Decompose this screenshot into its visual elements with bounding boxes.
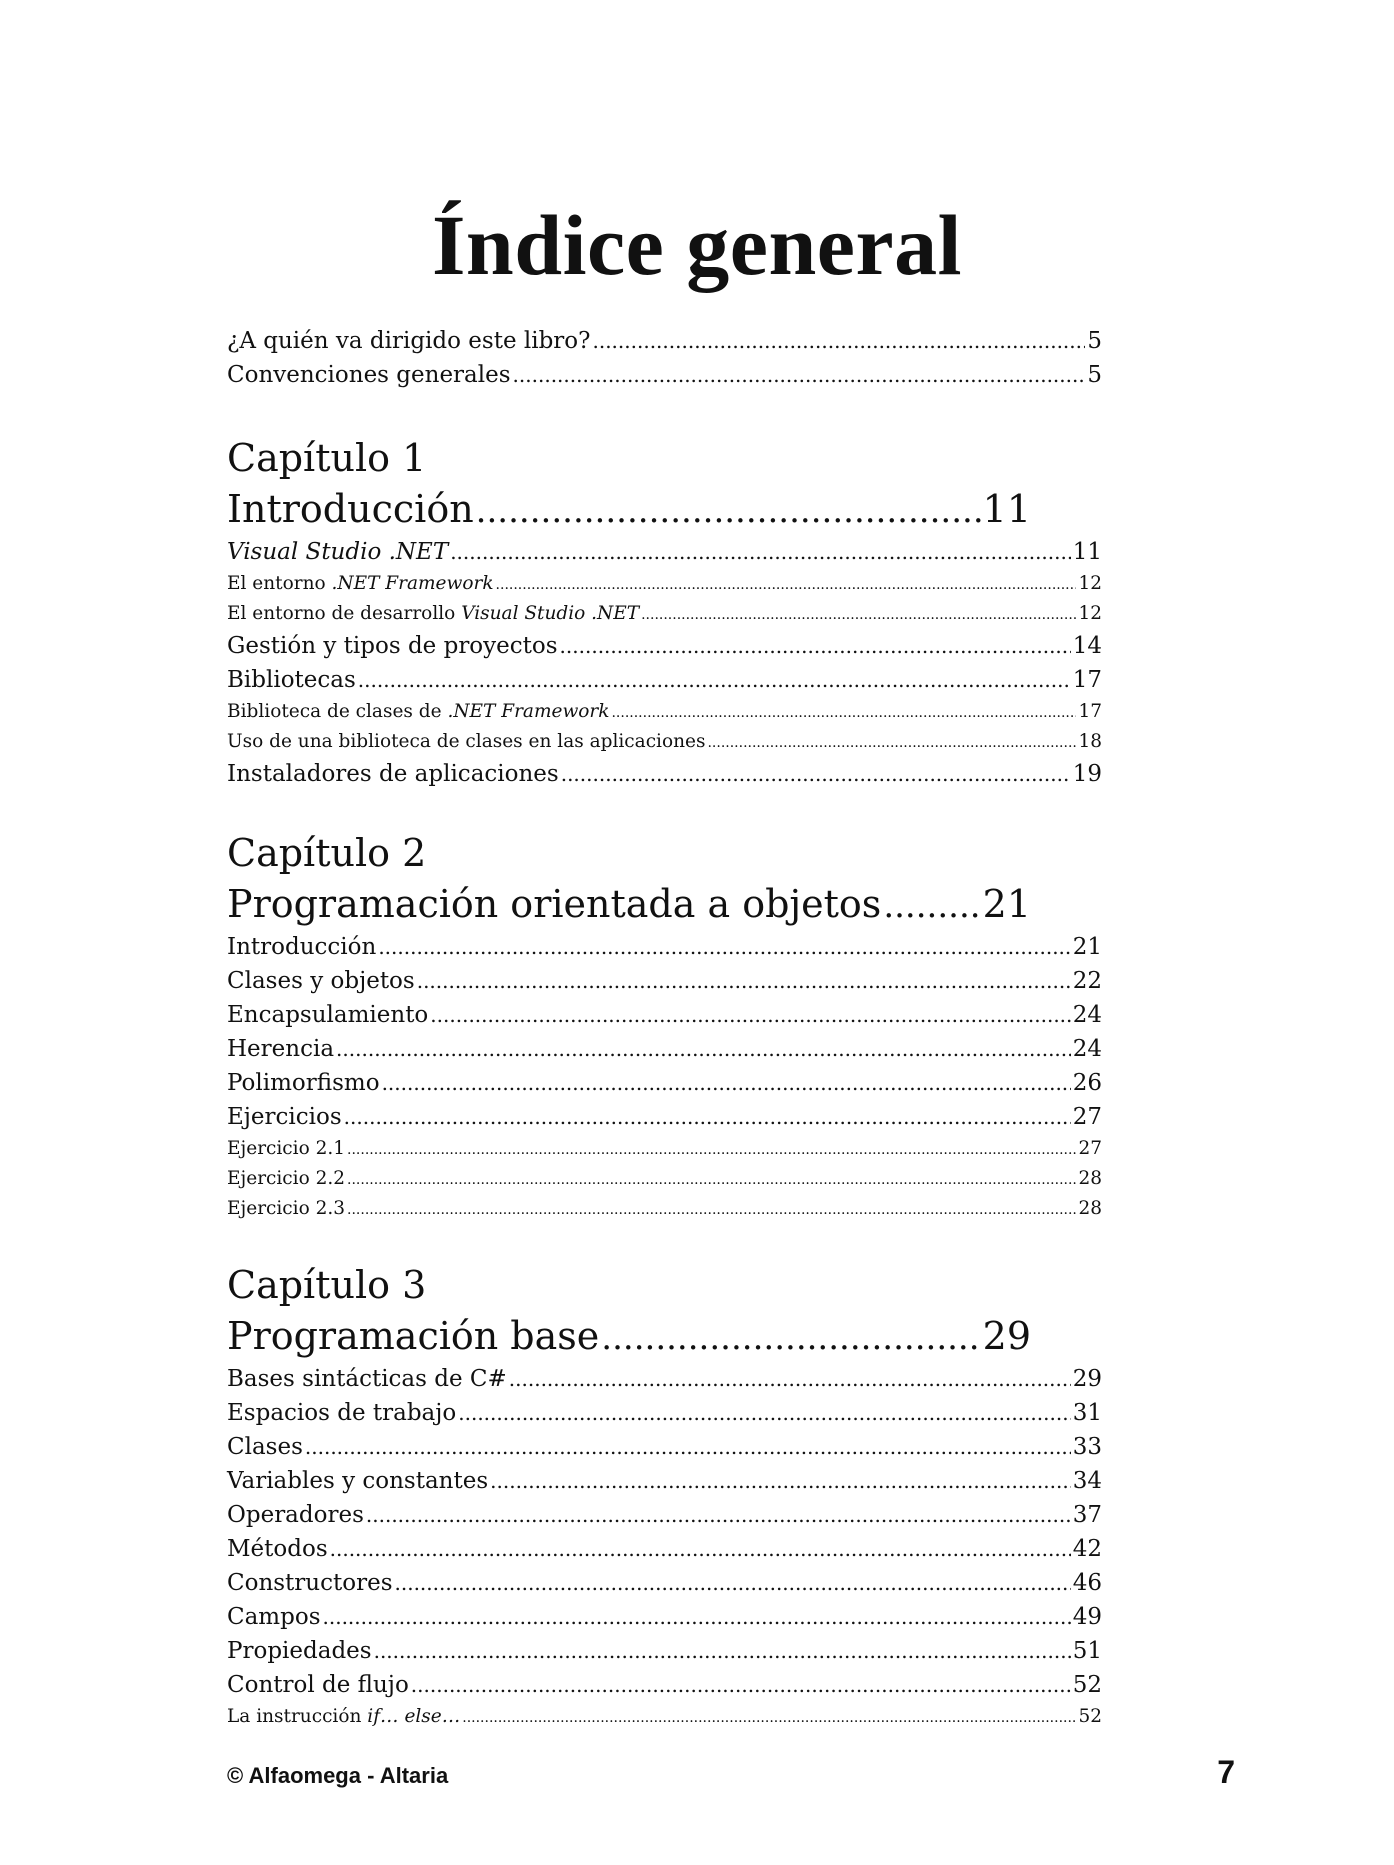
toc-entry-page: 17 bbox=[1078, 701, 1102, 722]
toc-subentry[interactable] bbox=[227, 599, 1102, 629]
toc-entry[interactable] bbox=[227, 1066, 1102, 1100]
front-matter-list bbox=[227, 324, 1102, 392]
toc-subentry[interactable] bbox=[227, 697, 1102, 727]
chapter-title-entry[interactable] bbox=[227, 483, 1031, 535]
toc-subentry[interactable] bbox=[227, 1702, 1102, 1732]
toc-entry-page: 29 bbox=[1072, 1366, 1102, 1392]
toc-subentry[interactable] bbox=[227, 727, 1102, 757]
toc-entry[interactable] bbox=[227, 930, 1102, 964]
toc-entry[interactable] bbox=[227, 964, 1102, 998]
toc-entry-page: 52 bbox=[1078, 1706, 1102, 1727]
toc-entry-text: Espacios de trabajo bbox=[227, 1400, 457, 1426]
leader-dots bbox=[411, 1668, 1071, 1702]
leader-dots bbox=[509, 1362, 1071, 1396]
toc-entry[interactable] bbox=[227, 629, 1102, 663]
toc-entry[interactable] bbox=[227, 1498, 1102, 1532]
leader-dots bbox=[336, 1032, 1071, 1066]
toc-entry[interactable] bbox=[227, 1532, 1102, 1566]
toc-entry-text bbox=[227, 599, 639, 629]
leader-dots bbox=[601, 1312, 980, 1364]
toc-entry-text bbox=[227, 535, 448, 569]
toc-entry-page: 28 bbox=[1078, 1198, 1102, 1219]
leader-dots bbox=[347, 1195, 1076, 1225]
toc-entry-text bbox=[227, 569, 494, 599]
leader-dots bbox=[707, 728, 1076, 758]
chapter-title-entry[interactable] bbox=[227, 1310, 1031, 1362]
leader-dots bbox=[513, 358, 1086, 392]
toc-entry-text: Clases bbox=[227, 1434, 303, 1460]
toc-entry-italic: .NET Framework bbox=[331, 573, 494, 594]
toc-entry-text: Bases sintácticas de C# bbox=[227, 1366, 507, 1392]
chapter-page: 21 bbox=[982, 882, 1031, 926]
toc-entry-plain: El entorno bbox=[227, 573, 332, 594]
toc-entry-page: 5 bbox=[1087, 362, 1102, 388]
chapter-title: Introducción bbox=[227, 487, 474, 531]
toc-entry[interactable] bbox=[227, 1600, 1102, 1634]
toc-entry-page: 46 bbox=[1072, 1570, 1102, 1596]
leader-dots bbox=[430, 998, 1070, 1032]
chapter-2-section bbox=[227, 828, 1102, 1224]
toc-entry-page: 5 bbox=[1087, 328, 1102, 354]
toc-entry-page: 12 bbox=[1078, 573, 1102, 594]
chapter-title: Programación base bbox=[227, 1314, 600, 1358]
toc-entry-text: Instaladores de aplicaciones bbox=[227, 761, 559, 787]
toc-entry-page: 18 bbox=[1078, 731, 1102, 752]
toc-entry-italic: if… else… bbox=[367, 1706, 461, 1727]
toc-entry-italic: Visual Studio .NET bbox=[227, 539, 449, 565]
toc-entry-text: Clases y objetos bbox=[227, 968, 415, 994]
chapter-title: Programación orientada a objetos bbox=[227, 882, 882, 926]
toc-entry-text bbox=[227, 697, 609, 727]
toc-entry[interactable] bbox=[227, 1100, 1102, 1134]
leader-dots bbox=[496, 570, 1077, 600]
toc-entry-page: 49 bbox=[1072, 1604, 1102, 1630]
toc-entry-italic: Visual Studio .NET bbox=[461, 603, 640, 624]
leader-dots bbox=[358, 663, 1071, 697]
chapter-page: 29 bbox=[982, 1314, 1031, 1358]
toc-entry-page: 27 bbox=[1072, 1104, 1102, 1130]
footer-page-number: 7 bbox=[1217, 1754, 1235, 1790]
toc-entry[interactable] bbox=[227, 998, 1102, 1032]
chapter-1-section bbox=[227, 433, 1102, 791]
toc-entry-text: Control de flujo bbox=[227, 1672, 409, 1698]
leader-dots bbox=[344, 1100, 1071, 1134]
toc-entry-page: 24 bbox=[1072, 1036, 1102, 1062]
chapter-title-entry[interactable] bbox=[227, 878, 1031, 930]
toc-entry-plain: Biblioteca de clases de bbox=[227, 701, 448, 722]
toc-entry-page: 42 bbox=[1072, 1536, 1102, 1562]
toc-entry-text: Gestión y tipos de proyectos bbox=[227, 633, 558, 659]
toc-entry[interactable] bbox=[227, 1362, 1102, 1396]
leader-dots bbox=[305, 1430, 1071, 1464]
toc-entry-text: Métodos bbox=[227, 1536, 328, 1562]
toc-entry-plain: El entorno de desarrollo bbox=[227, 603, 462, 624]
toc-entry-page: 11 bbox=[1072, 539, 1102, 565]
leader-dots bbox=[347, 1135, 1076, 1165]
leader-dots bbox=[611, 698, 1076, 728]
toc-entry-page: 14 bbox=[1072, 633, 1102, 659]
leader-dots bbox=[560, 629, 1071, 663]
toc-entry-text: Uso de una biblioteca de clases en las aplicaciones bbox=[227, 731, 706, 752]
toc-entry[interactable] bbox=[227, 1396, 1102, 1430]
toc-entry-page: 27 bbox=[1078, 1138, 1102, 1159]
toc-entry[interactable] bbox=[227, 1634, 1102, 1668]
leader-dots bbox=[323, 1600, 1071, 1634]
toc-subentry[interactable] bbox=[227, 569, 1102, 599]
toc-entry-italic: .NET Framework bbox=[447, 701, 610, 722]
toc-entry-text: Ejercicio 2.3 bbox=[227, 1198, 346, 1219]
toc-entry-text: Ejercicio 2.2 bbox=[227, 1168, 346, 1189]
leader-dots bbox=[450, 535, 1071, 569]
toc-subentry[interactable] bbox=[227, 1164, 1102, 1194]
footer-publisher: © Alfaomega - Altaria bbox=[227, 1763, 449, 1788]
toc-entry-page: 19 bbox=[1072, 761, 1102, 787]
toc-entry[interactable] bbox=[227, 1430, 1102, 1464]
toc-entry-text: Ejercicios bbox=[227, 1104, 342, 1130]
toc-entry-plain: La instrucción bbox=[227, 1706, 368, 1727]
toc-entry-text: Bibliotecas bbox=[227, 667, 356, 693]
chapter-page: 11 bbox=[982, 487, 1031, 531]
leader-dots bbox=[330, 1532, 1071, 1566]
toc-entry-page: 21 bbox=[1072, 934, 1102, 960]
leader-dots bbox=[592, 324, 1085, 358]
toc-entry[interactable] bbox=[227, 535, 1102, 569]
toc-entry-text: Constructores bbox=[227, 1570, 393, 1596]
leader-dots bbox=[382, 1066, 1071, 1100]
leader-dots bbox=[417, 964, 1071, 998]
toc-entry-text: ¿A quién va dirigido este libro? bbox=[227, 328, 591, 354]
leader-dots bbox=[561, 757, 1071, 791]
chapter-label: Capítulo 2 bbox=[227, 831, 427, 875]
toc-entry-page: 31 bbox=[1072, 1400, 1102, 1426]
toc-entry-text bbox=[227, 1702, 460, 1732]
toc-entry-page: 12 bbox=[1078, 603, 1102, 624]
toc-entry[interactable] bbox=[227, 663, 1102, 697]
toc-entry-text: Campos bbox=[227, 1604, 321, 1630]
toc-entry[interactable] bbox=[227, 757, 1102, 791]
leader-dots bbox=[883, 880, 980, 932]
toc-entry-page: 17 bbox=[1072, 667, 1102, 693]
toc-entry-page: 51 bbox=[1072, 1638, 1102, 1664]
leader-dots bbox=[490, 1464, 1071, 1498]
leader-dots bbox=[366, 1498, 1071, 1532]
toc-subentry[interactable] bbox=[227, 1134, 1102, 1164]
chapter-3-section bbox=[227, 1260, 1102, 1732]
toc-entry-page: 52 bbox=[1072, 1672, 1102, 1698]
toc-entry-text: Ejercicio 2.1 bbox=[227, 1138, 346, 1159]
leader-dots bbox=[347, 1165, 1076, 1195]
toc-entry-page: 22 bbox=[1072, 968, 1102, 994]
leader-dots bbox=[462, 1703, 1076, 1733]
toc-entry-page: 33 bbox=[1072, 1434, 1102, 1460]
leader-dots bbox=[378, 930, 1070, 964]
page-title: Índice general bbox=[431, 197, 963, 293]
toc-entry-text: Propiedades bbox=[227, 1638, 372, 1664]
leader-dots bbox=[395, 1566, 1071, 1600]
toc-entry[interactable] bbox=[227, 324, 1102, 358]
toc-entry-page: 34 bbox=[1072, 1468, 1102, 1494]
toc-entry[interactable] bbox=[227, 1566, 1102, 1600]
leader-dots bbox=[458, 1396, 1070, 1430]
toc-entry-text: Polimorfismo bbox=[227, 1070, 380, 1096]
toc-entry-page: 28 bbox=[1078, 1168, 1102, 1189]
toc-entry-text: Herencia bbox=[227, 1036, 335, 1062]
leader-dots bbox=[374, 1634, 1071, 1668]
toc-subentry[interactable] bbox=[227, 1194, 1102, 1224]
toc-entry[interactable] bbox=[227, 358, 1102, 392]
toc-entry[interactable] bbox=[227, 1668, 1102, 1702]
chapter-label: Capítulo 1 bbox=[227, 436, 427, 480]
toc-entry-text: Encapsulamiento bbox=[227, 1002, 429, 1028]
toc-entry-page: 37 bbox=[1072, 1502, 1102, 1528]
toc-entry[interactable] bbox=[227, 1464, 1102, 1498]
toc-entry-page: 26 bbox=[1072, 1070, 1102, 1096]
leader-dots bbox=[476, 485, 981, 537]
toc-entry-text: Convenciones generales bbox=[227, 362, 511, 388]
toc-entry-text: Variables y constantes bbox=[227, 1468, 489, 1494]
leader-dots bbox=[641, 600, 1076, 630]
toc-entry[interactable] bbox=[227, 1032, 1102, 1066]
toc-entry-text: Introducción bbox=[227, 934, 377, 960]
chapter-label: Capítulo 3 bbox=[227, 1263, 427, 1307]
toc-entry-text: Operadores bbox=[227, 1502, 364, 1528]
toc-entry-page: 24 bbox=[1072, 1002, 1102, 1028]
